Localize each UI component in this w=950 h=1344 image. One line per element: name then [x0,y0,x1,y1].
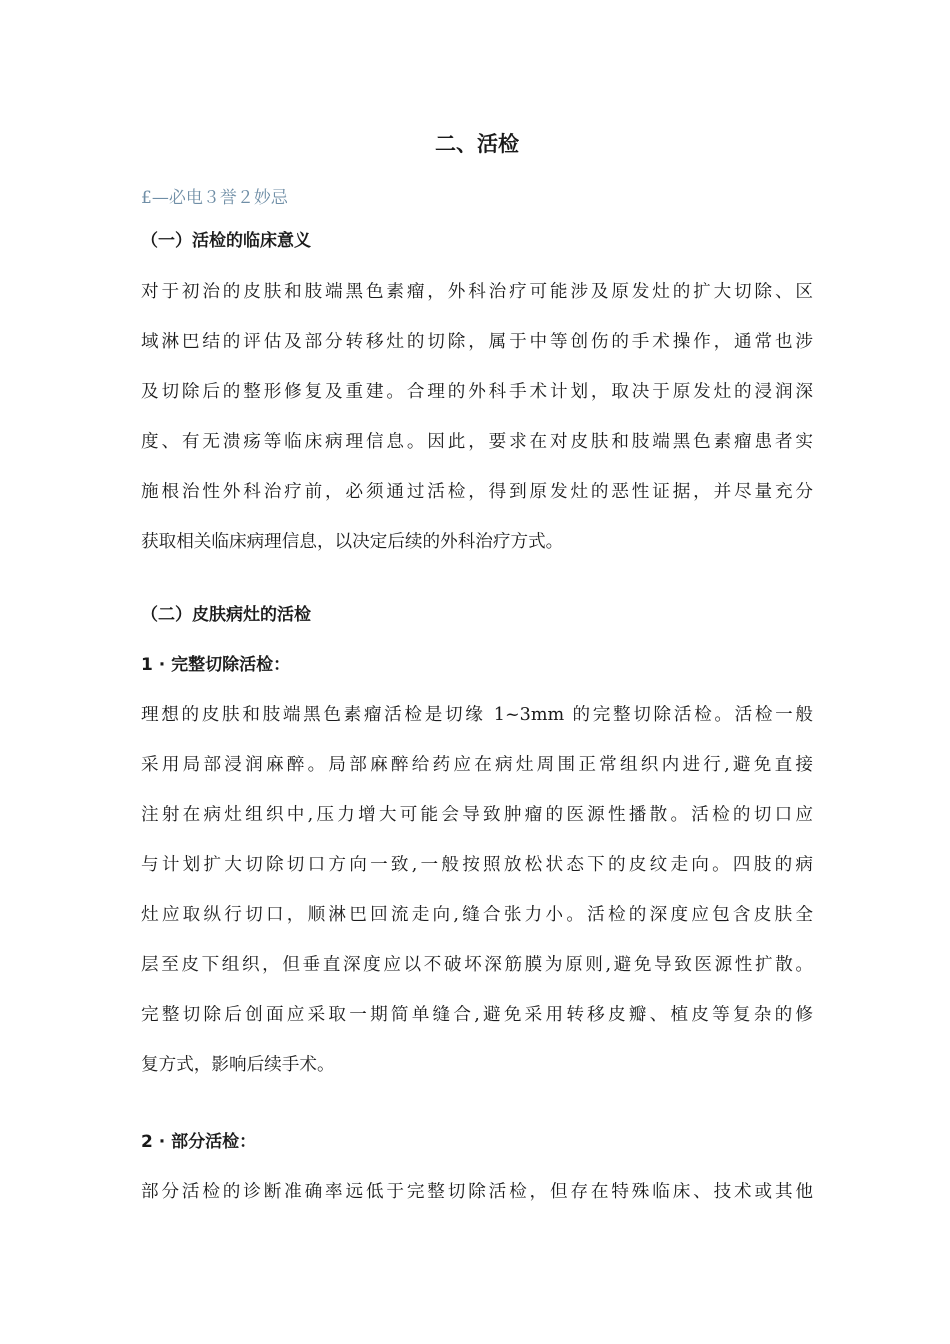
paragraph-line: 获取相关临床病理信息，以决定后续的外科治疗方式。 [141,532,564,552]
paragraph-excisional-biopsy [141,690,813,1090]
paragraph-line: 及切除后的整形修复及重建。合理的外科手术计划，取决于原发灶的浸润深 [141,382,813,402]
paragraph-line: 灶应取纵行切口，顺淋巴回流走向,缝合张力小。活检的深度应包含皮肤全 [141,905,813,925]
paragraph-line: 完整切除后创面应采取一期简单缝合,避免采用转移皮瓣、植皮等复杂的修 [141,1005,813,1025]
subsection-heading-partial-biopsy: 2 · 部分活检： [141,1132,257,1152]
paragraph-line: 度、有无溃疡等临床病理信息。因此，要求在对皮肤和肢端黑色素瘤患者实 [141,432,813,452]
paragraph-line: 施根治性外科治疗前，必须通过活检，得到原发灶的恶性证据，并尽量充分 [141,482,813,502]
paragraph-line: 部分活检的诊断准确率远低于完整切除活检，但存在特殊临床、技术或其他 [141,1182,813,1202]
paragraph-line: 与计划扩大切除切口方向一致,一般按照放松状态下的皮纹走向。四肢的病 [141,855,813,875]
paragraph-clinical-significance [141,267,813,567]
paragraph-line: 注射在病灶组织中,压力增大可能会导致肿瘤的医源性播散。活检的切口应 [141,805,813,825]
paragraph-line: 理想的皮肤和肢端黑色素瘤活检是切缘 1~3mm 的完整切除活检。活检一般 [141,705,813,725]
subsection-heading-excisional-biopsy: 1 · 完整切除活检： [141,655,291,675]
paragraph-line: 对于初治的皮肤和肢端黑色素瘤，外科治疗可能涉及原发灶的扩大切除、区 [141,282,813,302]
paragraph-line: 复方式，影响后续手术。 [141,1055,335,1075]
section-heading-skin-lesion-biopsy: （二）皮肤病灶的活检 [141,605,311,625]
page-title: 二、活检 [435,132,519,156]
paragraph-line: 层至皮下组织，但垂直深度应以不破坏深筋膜为原则,避免导致医源性扩散。 [141,955,813,975]
toc-line: £—必电３誉２妙忌 [141,188,288,208]
paragraph-line: 采用局部浸润麻醉。局部麻醉给药应在病灶周围正常组织内进行,避免直接 [141,755,813,775]
section-heading-clinical-significance: （一）活检的临床意义 [141,231,311,251]
paragraph-line: 域淋巴结的评估及部分转移灶的切除，属于中等创伤的手术操作，通常也涉 [141,332,813,352]
paragraph-partial-biopsy [141,1167,813,1217]
